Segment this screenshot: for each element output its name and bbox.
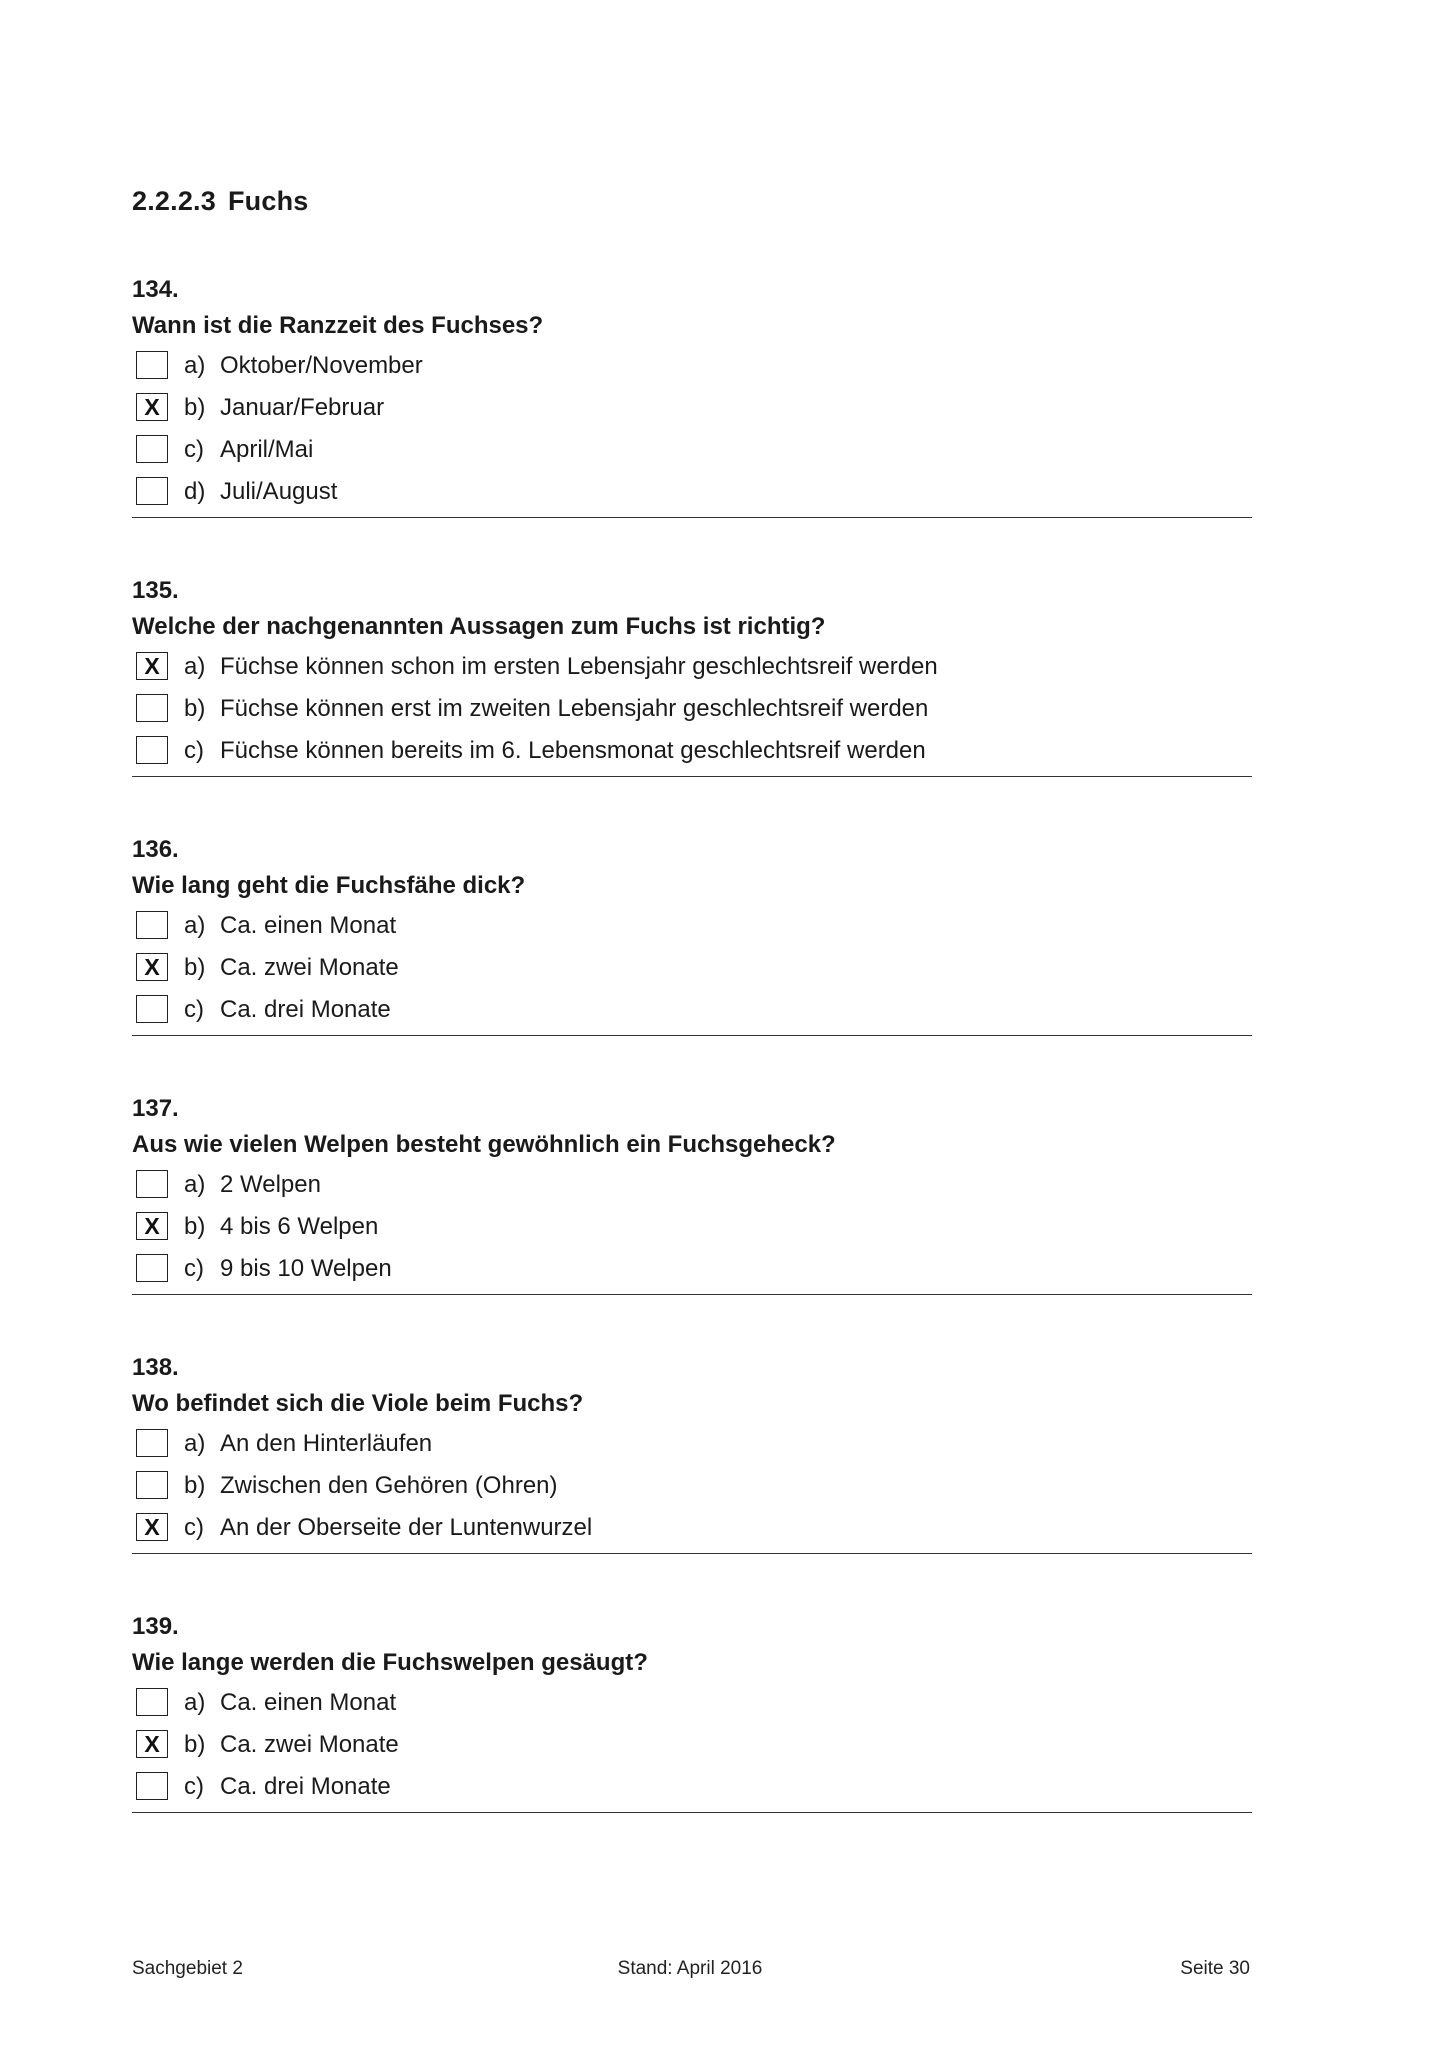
- answer-text: Januar/Februar: [220, 394, 385, 421]
- answer-letter: c): [184, 1255, 204, 1282]
- answer-option: [132, 1164, 1252, 1206]
- question-text: Wo befindet sich die Viole beim Fuchs?: [132, 1390, 584, 1417]
- answer-checkbox[interactable]: [136, 1170, 168, 1198]
- answer-text: Ca. zwei Monate: [220, 1731, 399, 1758]
- answer-option: [132, 1682, 1252, 1724]
- question-134: [132, 273, 1252, 518]
- question-number: 134.: [132, 276, 179, 303]
- answer-checkbox[interactable]: [136, 694, 168, 722]
- answer-letter: a): [184, 1171, 206, 1198]
- answer-option: [132, 905, 1252, 947]
- question-text: Wann ist die Ranzzeit des Fuchses?: [132, 312, 544, 339]
- answer-checkbox[interactable]: [136, 1471, 168, 1499]
- divider: [132, 1812, 1252, 1813]
- answer-option: [132, 1206, 1252, 1248]
- answer-checkbox[interactable]: [136, 911, 168, 939]
- answer-option: [132, 646, 1252, 688]
- answer-option: [132, 1423, 1252, 1465]
- answer-checkbox[interactable]: [136, 435, 168, 463]
- question-text: Wie lange werden die Fuchswelpen gesäugt?: [132, 1649, 648, 1676]
- divider: [132, 517, 1252, 518]
- question-text: Welche der nachgenannten Aussagen zum Fuchs ist richtig?: [132, 613, 826, 640]
- answer-letter: d): [184, 478, 206, 505]
- question-139: [132, 1610, 1252, 1813]
- question-number: 138.: [132, 1354, 179, 1381]
- answer-checkbox[interactable]: [136, 1688, 168, 1716]
- answer-checkbox[interactable]: [136, 477, 168, 505]
- footer-date: Stand: April 2016: [617, 1958, 763, 1979]
- answer-letter: a): [184, 1689, 206, 1716]
- question-text: Aus wie vielen Welpen besteht gewöhnlich ein Fuchsgeheck?: [132, 1131, 836, 1158]
- answer-letter: b): [184, 954, 206, 981]
- answer-option: [132, 688, 1252, 730]
- answer-checkbox[interactable]: [136, 1772, 168, 1800]
- answer-option: [132, 1465, 1252, 1507]
- answer-letter: a): [184, 1430, 206, 1457]
- answer-text: Ca. einen Monat: [220, 1689, 397, 1716]
- answer-text: Zwischen den Gehören (Ohren): [220, 1472, 558, 1499]
- answer-text: Füchse können schon im ersten Lebensjahr geschlechtsreif werden: [220, 653, 938, 680]
- answer-option: [132, 387, 1252, 429]
- answer-option: [132, 471, 1252, 513]
- answer-letter: b): [184, 1472, 206, 1499]
- answer-letter: c): [184, 436, 204, 463]
- question-136: [132, 833, 1252, 1036]
- answer-checkbox[interactable]: X: [136, 953, 168, 981]
- answer-option: [132, 1766, 1252, 1808]
- divider: [132, 776, 1252, 777]
- answer-option: [132, 947, 1252, 989]
- answer-text: Ca. zwei Monate: [220, 954, 399, 981]
- answer-text: 9 bis 10 Welpen: [220, 1255, 392, 1282]
- answer-letter: a): [184, 352, 206, 379]
- answer-letter: a): [184, 912, 206, 939]
- answer-option: [132, 989, 1252, 1031]
- question-number: 137.: [132, 1095, 179, 1122]
- answer-text: Oktober/November: [220, 352, 423, 379]
- answer-option: [132, 429, 1252, 471]
- answer-text: Füchse können erst im zweiten Lebensjahr geschlechtsreif werden: [220, 695, 929, 722]
- question-text: Wie lang geht die Fuchsfähe dick?: [132, 872, 526, 899]
- answer-checkbox[interactable]: X: [136, 1212, 168, 1240]
- divider: [132, 1294, 1252, 1295]
- answer-letter: c): [184, 737, 204, 764]
- answer-option: [132, 730, 1252, 772]
- answer-checkbox[interactable]: X: [136, 1513, 168, 1541]
- answer-checkbox[interactable]: [136, 995, 168, 1023]
- answer-option: [132, 1507, 1252, 1549]
- answer-text: Ca. drei Monate: [220, 1773, 391, 1800]
- answer-checkbox[interactable]: X: [136, 393, 168, 421]
- section-number: 2.2.2.3: [132, 186, 216, 216]
- answer-text: Ca. drei Monate: [220, 996, 391, 1023]
- answer-letter: c): [184, 1514, 204, 1541]
- answer-text: An der Oberseite der Luntenwurzel: [220, 1514, 593, 1541]
- question-138: [132, 1351, 1252, 1554]
- answer-option: [132, 1724, 1252, 1766]
- answer-checkbox[interactable]: [136, 736, 168, 764]
- question-135: [132, 574, 1252, 777]
- answer-option: [132, 345, 1252, 387]
- answer-checkbox[interactable]: X: [136, 1730, 168, 1758]
- answer-checkbox[interactable]: [136, 351, 168, 379]
- question-number: 135.: [132, 577, 179, 604]
- answer-text: An den Hinterläufen: [220, 1430, 433, 1457]
- answer-text: 4 bis 6 Welpen: [220, 1213, 379, 1240]
- answer-text: Juli/August: [220, 478, 338, 505]
- answer-checkbox[interactable]: X: [136, 652, 168, 680]
- answer-letter: b): [184, 394, 206, 421]
- answer-text: Ca. einen Monat: [220, 912, 397, 939]
- footer-subject: Sachgebiet 2: [132, 1958, 243, 1979]
- footer-page-number: Seite 30: [1180, 1958, 1250, 1979]
- divider: [132, 1035, 1252, 1036]
- answer-letter: b): [184, 1731, 206, 1758]
- divider: [132, 1553, 1252, 1554]
- question-number: 136.: [132, 836, 179, 863]
- answer-checkbox[interactable]: [136, 1254, 168, 1282]
- question-137: [132, 1092, 1252, 1295]
- section-title: Fuchs: [227, 186, 309, 216]
- answer-letter: a): [184, 653, 206, 680]
- answer-letter: b): [184, 1213, 206, 1240]
- answer-option: [132, 1248, 1252, 1290]
- answer-letter: c): [184, 996, 204, 1023]
- answer-letter: c): [184, 1773, 204, 1800]
- answer-letter: b): [184, 695, 206, 722]
- answer-text: Füchse können bereits im 6. Lebensmonat geschlechtsreif werden: [220, 737, 926, 764]
- answer-checkbox[interactable]: [136, 1429, 168, 1457]
- answer-text: 2 Welpen: [220, 1171, 321, 1198]
- answer-text: April/Mai: [220, 436, 314, 463]
- question-number: 139.: [132, 1613, 179, 1640]
- section-heading: [132, 186, 309, 217]
